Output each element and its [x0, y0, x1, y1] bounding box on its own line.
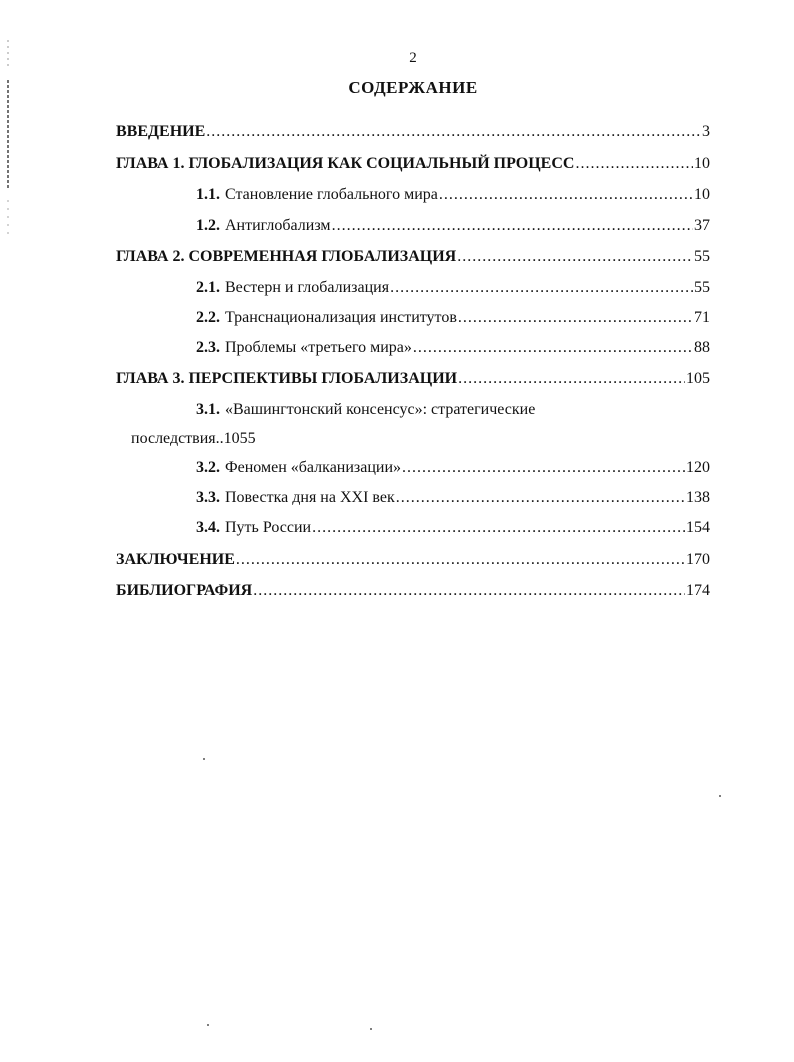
toc-dot-leader: [458, 308, 693, 328]
scan-margin-marks: [5, 40, 11, 240]
toc-page-number: 170: [686, 551, 710, 568]
toc-dot-leader: [390, 278, 693, 298]
toc-dot-leader: [396, 488, 685, 508]
toc-entry-label: Транснационализация институтов: [225, 309, 457, 326]
toc-page-number: 10: [694, 186, 710, 203]
toc-dot-leader: [439, 185, 693, 205]
toc-entry-label: Становление глобального мира: [225, 186, 438, 203]
toc-page-number: 120: [686, 459, 710, 476]
toc-entry-label: Феномен «балканизации»: [225, 459, 402, 476]
scan-speck: [203, 758, 205, 760]
toc-section-number: 1.2.: [196, 217, 220, 234]
toc-entry-bibliography: [116, 581, 710, 601]
toc-entry-section-1-1: [196, 185, 710, 205]
toc-entry-label: ВВЕДЕНИЕ: [116, 123, 206, 140]
scan-speck: [719, 795, 721, 797]
toc-entry-section-3-3: [196, 488, 710, 508]
toc-entry-label: Вестерн и глобализация: [225, 279, 390, 296]
toc-dot-leader: [458, 369, 685, 389]
toc-entry-label: БИБЛИОГРАФИЯ: [116, 582, 253, 599]
toc-entry-label: ГЛАВА 1. ГЛОБАЛИЗАЦИЯ КАК СОЦИАЛЬНЫЙ ПРОЦЕСС: [116, 155, 575, 172]
toc-entry-section-2-1: [196, 278, 710, 298]
toc-dot-leader: [402, 458, 685, 478]
toc-section-number: 3.3.: [196, 489, 220, 506]
toc-entry-conclusion: [116, 550, 710, 570]
toc-section-number: 2.1.: [196, 279, 220, 296]
toc-dot-leader: [413, 338, 693, 358]
toc-dot-leader: [575, 154, 693, 174]
toc-entry-label: ГЛАВА 2. СОВРЕМЕННАЯ ГЛОБАЛИЗАЦИЯ: [116, 248, 457, 265]
toc-page-number: 174: [686, 582, 710, 599]
toc-dot-leader: [457, 247, 693, 267]
toc-entry-section-3-2: [196, 458, 710, 478]
toc-entry-section-2-3: [196, 338, 710, 358]
toc-page-number: 55: [694, 279, 710, 296]
toc-page-number: 55: [694, 248, 710, 265]
toc-entry-label: Антиглобализм: [225, 217, 331, 234]
toc-entry-chapter-2: [116, 247, 710, 267]
page-number: 2: [409, 50, 417, 66]
toc-section-number: 2.2.: [196, 309, 220, 326]
toc-dot-leader: [332, 216, 693, 236]
page-title: СОДЕРЖАНИЕ: [348, 78, 478, 97]
toc-entry-chapter-3: [116, 369, 710, 389]
toc-dot-leader: [253, 581, 685, 601]
toc-dot-leader: [236, 550, 685, 570]
toc-page-number: 37: [694, 217, 710, 234]
toc-entry-chapter-1: [116, 154, 710, 174]
toc-page-number: 71: [694, 309, 710, 326]
toc-page-number: 3: [702, 123, 710, 140]
scan-speck: [370, 1028, 372, 1030]
toc-page-number: 138: [686, 489, 710, 506]
toc-dot-leader: [312, 518, 685, 538]
toc-entry-section-1-2: [196, 216, 710, 236]
toc-entry-section-3-1: [196, 400, 710, 420]
toc-page-number: 10: [694, 155, 710, 172]
toc-entry-section-2-2: [196, 308, 710, 328]
toc-entry-introduction: [116, 122, 710, 142]
toc-page-number: 88: [694, 339, 710, 356]
toc-entry-continuation: последствия..1055: [131, 430, 256, 447]
toc-section-number: 3.1.: [196, 401, 220, 418]
toc-section-number: 2.3.: [196, 339, 220, 356]
toc-dot-leader: [206, 122, 701, 142]
toc-section-number: 1.1.: [196, 186, 220, 203]
toc-entry-section-3-4: [196, 518, 710, 538]
toc-section-number: 3.2.: [196, 459, 220, 476]
scan-speck: [207, 1024, 209, 1026]
toc-entry-label: Проблемы «третьего мира»: [225, 339, 412, 356]
toc-page-number: 154: [686, 519, 710, 536]
toc-page-number: 105: [686, 370, 710, 387]
toc-entry-label: «Вашингтонский консенсус»: стратегические: [225, 401, 536, 418]
toc-entry-label: ГЛАВА 3. ПЕРСПЕКТИВЫ ГЛОБАЛИЗАЦИИ: [116, 370, 458, 387]
toc-section-number: 3.4.: [196, 519, 220, 536]
toc-entry-label: Путь России: [225, 519, 312, 536]
toc-entry-label: Повестка дня на XXI век: [225, 489, 395, 506]
toc-entry-label: ЗАКЛЮЧЕНИЕ: [116, 551, 235, 568]
